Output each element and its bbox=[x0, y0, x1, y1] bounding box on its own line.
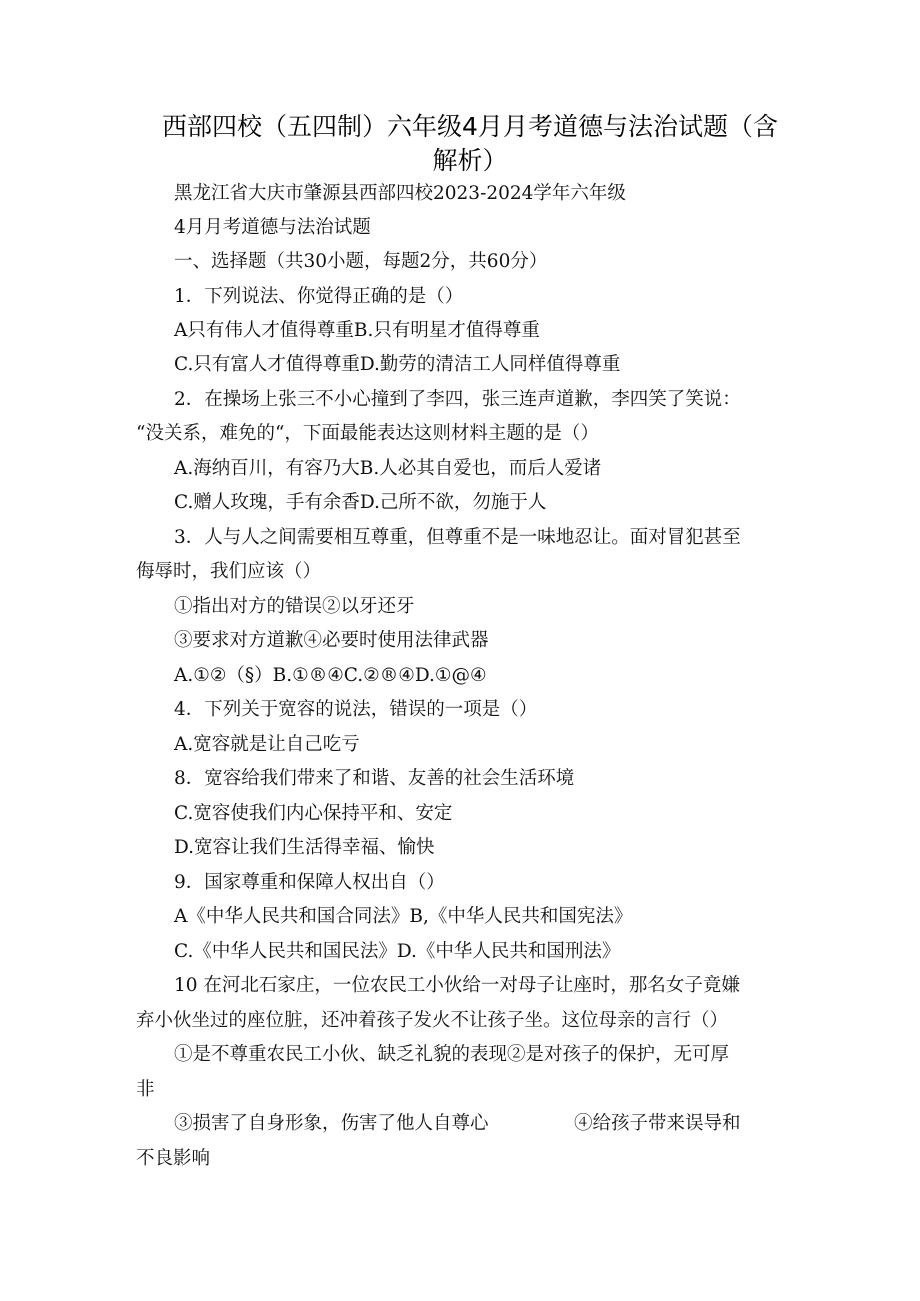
q3-items-34: ③要求对方道歉④必要时使用法律武器 bbox=[174, 630, 489, 651]
q1-stem: 1．下列说法、你觉得正确的是（） bbox=[174, 286, 464, 307]
q6-items-12-line-1: ①是不尊重农民工小伙、缺乏礼貌的表现②是对孩子的保护，无可厚 bbox=[174, 1044, 730, 1065]
q6-item-4-continued: 不良影响 bbox=[136, 1148, 211, 1169]
q5-options-ab: A《中华人民共和国合同法》B,《中华人民共和国宪法》 bbox=[174, 906, 633, 927]
q6-item-3: ③损害了自身形象，伤害了他人自尊心 bbox=[174, 1113, 489, 1134]
header-line-2: 4月月考道德与法治试题 bbox=[174, 217, 371, 238]
q4-option-c: C.宽容使我们内心保持平和、安定 bbox=[174, 803, 453, 824]
q4-option-b: 8．宽容给我们带来了和谐、友善的社会生活环境 bbox=[174, 768, 575, 789]
q6-stem-line-1: 10 在河北石家庄，一位农民工小伙给一对母子让座时，那名女子竟嫌 bbox=[174, 975, 740, 996]
q6-items-12-line-2: 非 bbox=[136, 1079, 155, 1100]
title-line-1: 西部四校（五四制）六年级4月月考道德与法治试题（含 bbox=[162, 112, 778, 141]
q2-options-cd: C.赠人玫瑰，手有余香D.己所不欲，勿施于人 bbox=[174, 492, 547, 513]
q4-option-a: A.宽容就是让自己吃亏 bbox=[174, 734, 360, 755]
q3-stem-line-2: 侮辱时，我们应该（） bbox=[136, 561, 322, 582]
q3-stem-line-1: 3．人与人之间需要相互尊重，但尊重不是一味地忍让。面对冒犯甚至 bbox=[174, 527, 741, 548]
q2-stem-line-2: “没关系，难免的“，下面最能表达这则材料主题的是（） bbox=[136, 423, 599, 444]
q4-stem: 4．下列关于宽容的说法，错误的一项是（） bbox=[174, 699, 538, 720]
q3-items-12: ①指出对方的错误②以牙还牙 bbox=[174, 596, 415, 617]
q6-item-4: ④给孩子带来误导和 bbox=[574, 1113, 741, 1134]
q6-stem-line-2: 弃小伙坐过的座位脏，还冲着孩子发火不让孩子坐。这位母亲的言行（） bbox=[136, 1010, 729, 1031]
section-heading: 一、选择题（共30小题，每题2分，共60分） bbox=[174, 251, 548, 272]
q5-stem: 9．国家尊重和保障人权出自（） bbox=[174, 872, 445, 893]
document-title bbox=[150, 110, 790, 178]
q1-options-cd: C.只有富人才值得尊重D.勤劳的清洁工人同样值得尊重 bbox=[174, 354, 621, 375]
q3-options: A.①②（§）B.①®④C.②®④D.①@④ bbox=[174, 665, 487, 686]
q5-options-cd: C.《中华人民共和国民法》D.《中华人民共和国刑法》 bbox=[174, 941, 621, 962]
q2-stem-line-1: 2．在操场上张三不小心撞到了李四，张三连声道歉，李四笑了笑说： bbox=[174, 389, 741, 410]
q1-options-ab: A只有伟人才值得尊重B.只有明星才值得尊重 bbox=[174, 320, 540, 341]
q2-options-ab: A.海纳百川，有容乃大B.人必其自爱也，而后人爱诸 bbox=[174, 458, 602, 479]
header-line-1: 黑龙江省大庆市肇源县西部四校2023-2024学年六年级 bbox=[174, 183, 626, 204]
q4-option-d: D.宽容让我们生活得幸福、愉快 bbox=[174, 837, 435, 858]
title-line-2: 解析） bbox=[432, 146, 508, 175]
